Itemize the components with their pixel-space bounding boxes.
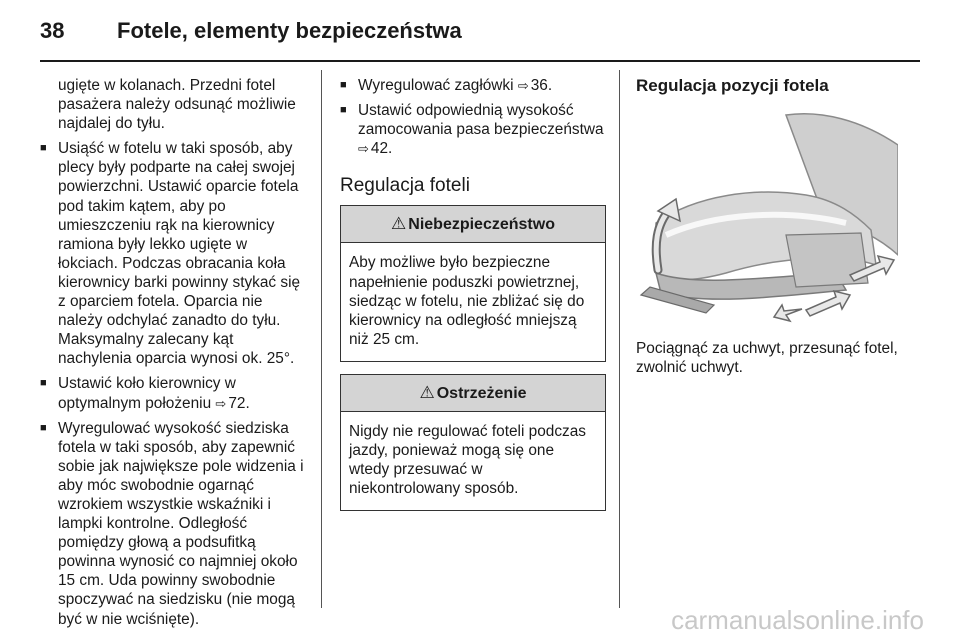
section-heading: Regulacja foteli <box>340 175 470 197</box>
page-number: 38 <box>40 18 65 43</box>
danger-box <box>340 205 606 361</box>
text-column-1 <box>40 76 306 635</box>
page-ref-arrow-icon: ⇨ <box>215 395 227 411</box>
list-item: ■ Usiąść w fotelu w taki sposób, aby plecy były podparte na całej swojej powierzchni. Ustawić oparcie fotela pod takim kątem, aby po umieszczeniu rąk na kierownicy ramiona były lekko ugięte w łokciach. Podczas obracania koła kierownicy barki powinny stykać się z oparciem fotela. Oparcia nie należy odchylać zanadto do tyłu. Maksymalny zalecany kąt nachylenia oparcia wynosi ok. 25°. <box>40 139 306 368</box>
column-divider <box>619 70 620 608</box>
caution-header <box>341 375 605 412</box>
text-column-3 <box>636 76 916 383</box>
seat-adjustment-illustration <box>636 105 898 325</box>
page-reference-link[interactable]: 36. <box>530 77 553 94</box>
text-column-2 <box>340 76 606 523</box>
caution-box <box>340 374 606 511</box>
caution-text: Nigdy nie regulować foteli podczas jazdy, ponieważ mogą się one wtedy przesuwać w niekontrolowany sposób. <box>349 422 586 498</box>
list-item: ■ Ustawić odpowiednią wysokość zamocowania pasa bezpieczeństwa ⇨ 42. <box>340 101 606 158</box>
warning-triangle-icon: ⚠ <box>391 214 407 234</box>
continuation-paragraph: ugięte w kolanach. Przedni fotel pasażera należy odsunąć możliwie najdalej do tyłu. <box>58 77 296 133</box>
warning-triangle-icon: ⚠ <box>419 382 435 402</box>
caution-title: Ostrzeżenie <box>436 384 527 402</box>
danger-title: Niebezpieczeństwo <box>408 216 555 234</box>
list-item: ■ Ustawić koło kierownicy w optymalnym położeniu ⇨ 72. <box>40 374 306 412</box>
page-header <box>0 0 960 64</box>
danger-text: Aby możliwe było bezpieczne napełnienie poduszki powietrznej, siedząc w fotelu, nie zbliżać się do kierownicy na odległość mniejszą niż 25 cm. <box>349 254 585 348</box>
watermark-text: carmanualsonline.info <box>671 605 924 635</box>
page-title: Fotele, elementy bezpieczeństwa <box>117 18 462 43</box>
figure-caption: Pociągnąć za uchwyt, przesunąć fotel, zwolnić uchwyt. <box>636 340 898 377</box>
column-divider <box>321 70 322 608</box>
header-divider <box>40 60 920 62</box>
page-reference-link[interactable]: 42. <box>370 140 393 158</box>
page-ref-arrow-icon: ⇨ <box>517 78 529 93</box>
list-item: ■ Wyregulować zagłówki ⇨ 36. <box>340 76 606 95</box>
page-reference-link[interactable]: 72. <box>228 394 250 412</box>
page-ref-arrow-icon: ⇨ <box>358 141 369 157</box>
danger-header <box>341 206 605 243</box>
list-item: ■ Wyregulować wysokość siedziska fotela w taki sposób, aby zapewnić sobie jak największe pole widzenia i aby móc swobodnie ogarnąć wzrokiem wszystkie wskaźniki i lampki kontrolne. Odległość pomiędzy głową a podsufitką powinna wynosić co najmniej około 15 cm. Uda powinny swobodnie spoczywać na siedzisku (nie mogą być w nie wciśnięte). <box>40 419 306 629</box>
subsection-heading: Regulacja pozycji fotela <box>636 76 829 95</box>
